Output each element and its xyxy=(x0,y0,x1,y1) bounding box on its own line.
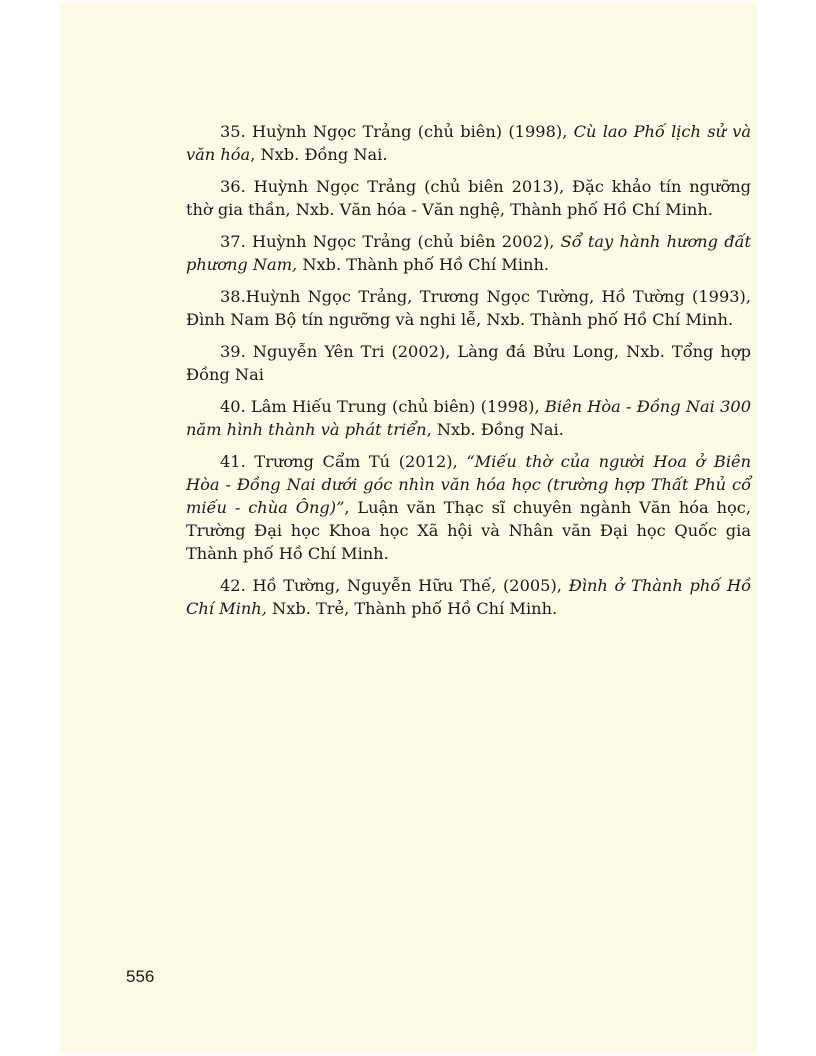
reference-item xyxy=(186,340,751,386)
reference-item xyxy=(186,285,751,331)
reference-text: Nguyễn Yên Tri (2002), Làng đá Bửu Long, Nxb. Tổng hợp Đồng Nai xyxy=(186,342,751,384)
reference-number: 35. xyxy=(220,122,246,141)
reference-text: Huỳnh Ngọc Trảng (chủ biên) (1998), xyxy=(245,122,574,141)
reference-number: 37. xyxy=(220,232,246,251)
reference-item xyxy=(186,175,751,221)
reference-title: Đình ở Thành phố Hồ Chí Minh, xyxy=(186,576,751,618)
reference-number: 39. xyxy=(220,342,246,361)
reference-number: 41. xyxy=(220,452,246,471)
reference-item xyxy=(186,120,751,166)
reference-list xyxy=(186,120,751,629)
book-page xyxy=(60,2,757,1054)
reference-item xyxy=(186,450,751,565)
reference-publisher: , Nxb. Đồng Nai. xyxy=(426,420,564,439)
reference-text: Trương Cẩm Tú (2012), xyxy=(245,452,467,471)
reference-title: “Miếu thờ của người Hoa ở Biên Hòa - Đồng Nai dưới góc nhìn văn hóa học (trường hợp Thất Phủ cổ miếu - chùa Ông)” xyxy=(186,452,752,517)
reference-item xyxy=(186,395,751,441)
reference-publisher: , Nxb. Đồng Nai. xyxy=(250,145,388,164)
reference-number: 36. xyxy=(220,177,246,196)
reference-item xyxy=(186,230,751,276)
reference-title: Cù lao Phố lịch sử và văn hóa xyxy=(186,122,751,164)
reference-publisher: Nxb. Thành phố Hồ Chí Minh. xyxy=(297,255,550,274)
reference-publisher: , Luận văn Thạc sĩ chuyên ngành Văn hóa học, Trường Đại học Khoa học Xã hội và Nhân văn Đại học Quốc gia Thành phố Hồ Chí Minh. xyxy=(186,498,751,563)
reference-text: Huỳnh Ngọc Trảng (chủ biên 2002), xyxy=(245,232,561,251)
reference-publisher: Nxb. Trẻ, Thành phố Hồ Chí Minh. xyxy=(266,599,558,618)
reference-title: Biên Hòa - Đồng Nai 300 năm hình thành và phát triển xyxy=(186,397,752,439)
reference-number: 42. xyxy=(220,576,246,595)
reference-number: 38. xyxy=(220,287,246,306)
reference-number: 40. xyxy=(220,397,246,416)
reference-text: Huỳnh Ngọc Trảng (chủ biên 2013), Đặc khảo tín ngưỡng thờ gia thần, Nxb. Văn hóa - Văn nghệ, Thành phố Hồ Chí Minh. xyxy=(186,177,751,219)
reference-text: Lâm Hiếu Trung (chủ biên) (1998), xyxy=(245,397,545,416)
page-number: 556 xyxy=(126,967,155,986)
reference-item xyxy=(186,574,751,620)
reference-text: Hồ Tường, Nguyễn Hữu Thế, (2005), xyxy=(245,576,569,595)
reference-text: Huỳnh Ngọc Trảng, Trương Ngọc Tường, Hồ Tường (1993), Đình Nam Bộ tín ngưỡng và nghi lễ, Nxb. Thành phố Hồ Chí Minh. xyxy=(186,287,751,329)
reference-title: Sổ tay hành hương đất phương Nam, xyxy=(186,232,751,274)
